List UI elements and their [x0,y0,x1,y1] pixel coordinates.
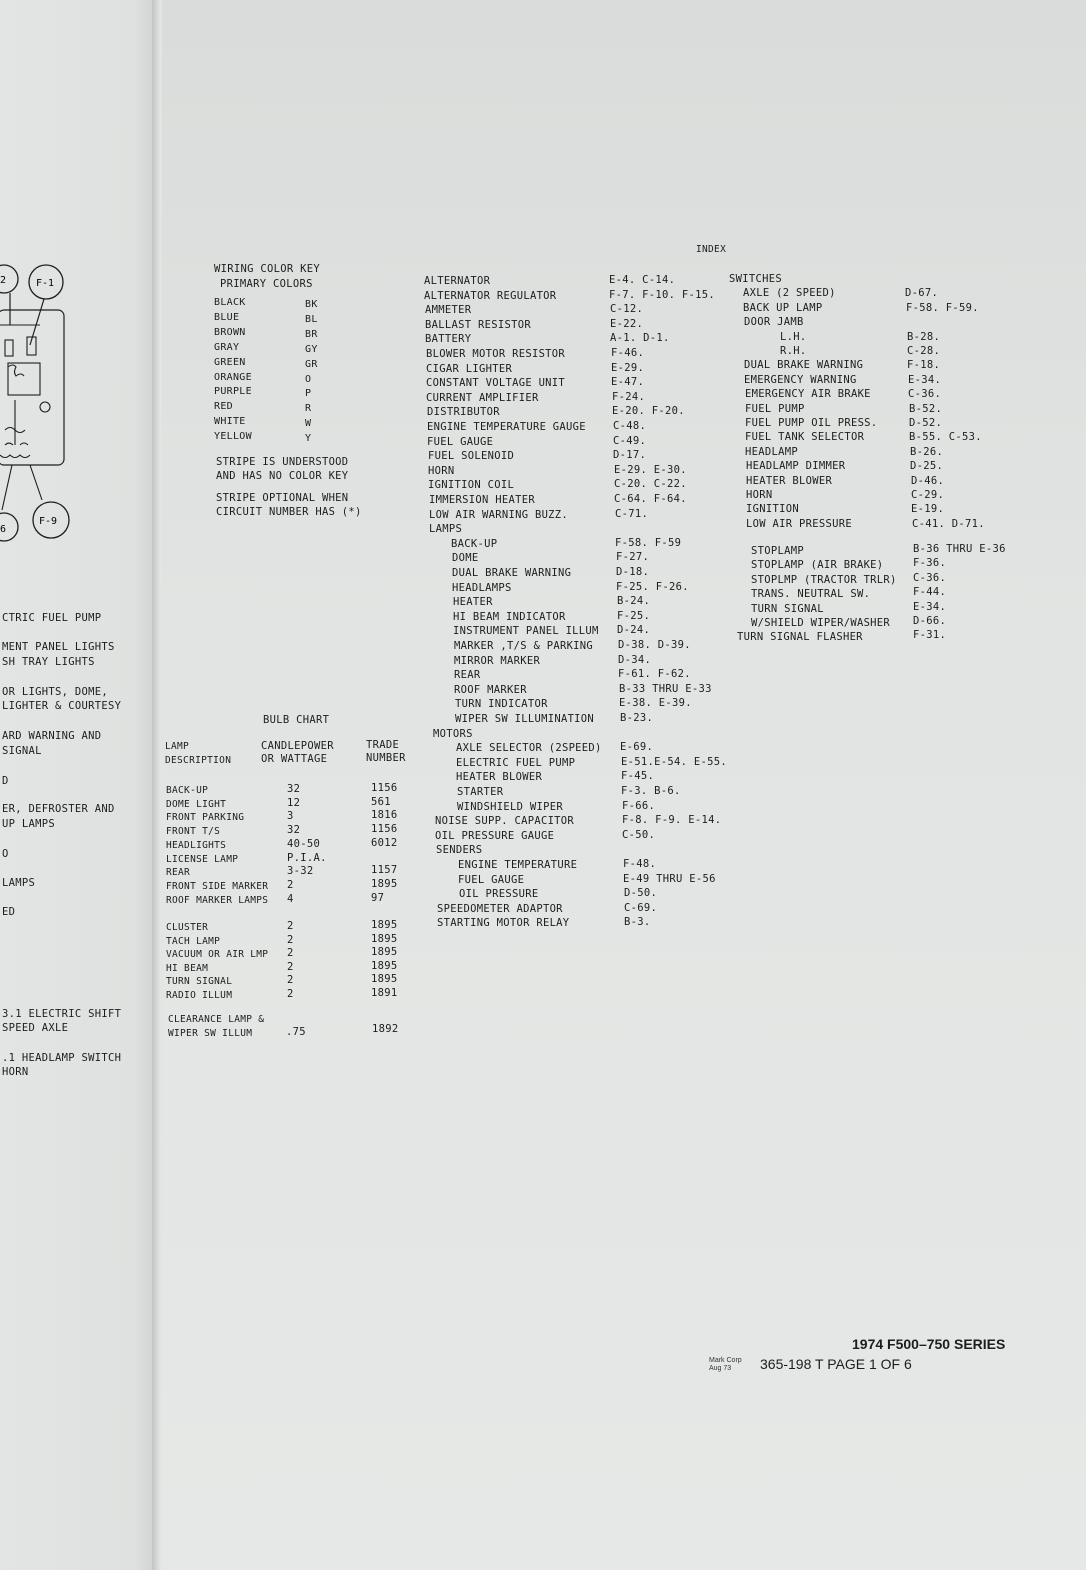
diagram-label-f9: F-9 [39,516,58,527]
index-entry-label: ELECTRIC FUEL PUMP [456,756,576,769]
index-entry-label: ALTERNATOR REGULATOR [424,289,557,302]
bulb-lamp: LICENSE LAMP [166,853,239,865]
index-entry-label: BATTERY [425,333,472,346]
color-name: BLUE [214,311,240,323]
bulb-cp: 3-32 [287,865,314,878]
index-entry-ref: C-49. [613,434,647,447]
bulb-header-candlepower: CANDLEPOWER [261,740,334,752]
index-entry-ref: B-33 THRU E-33 [619,682,712,695]
bulb-trade: 561 [371,795,391,808]
index-entry-label: DUAL BRAKE WARNING [452,567,572,579]
index-entry-label: HEATER BLOWER [456,771,543,784]
switch-entry-label: HEADLAMP DIMMER [746,460,846,473]
color-code: GR [305,358,318,370]
index-entry-label: FUEL GAUGE [458,873,525,886]
index-entry-label: WIPER SW ILLUMINATION [455,713,595,725]
bulb-lamp: TACH LAMP [166,935,221,947]
index-entry-ref: F-48. [623,858,657,870]
switch-entry-label: W/SHIELD WIPER/WASHER [751,617,891,629]
wiring-note: AND HAS NO COLOR KEY [216,470,349,482]
bulb-trade: 1156 [371,782,398,794]
index-entry-ref: F-46. [611,347,645,359]
switch-entry-label: TRANS. NEUTRAL SW. [751,588,871,601]
switch-entry-ref: B-28. [907,330,941,343]
switch-entry-ref: C-28. [907,345,941,357]
index-entry-ref: B-3. [624,916,651,929]
switch-entry-label: HORN [746,489,773,501]
bulb-trade: 1895 [371,919,398,931]
wiring-note: STRIPE IS UNDERSTOOD [216,456,349,468]
switch-entry-label: EMERGENCY AIR BRAKE [745,388,871,401]
switch-entry-label: HEADLAMP [745,445,798,458]
color-code: W [305,418,312,430]
switch-entry-label: R.H. [780,345,807,357]
bulb-trade: 1156 [371,823,398,836]
caption-line: ED [2,906,16,918]
index-entry-label: DISTRIBUTOR [427,406,500,419]
bulb-header-trade: TRADE [366,739,400,751]
index-entry-ref: F-8. F-9. E-14. [622,814,722,827]
index-entry-ref: D-38. D-39. [618,639,691,651]
caption-line: ER, DEFROSTER AND [2,803,115,815]
index-entry-label: MIRROR MARKER [454,654,541,667]
switch-entry-label: TURN SIGNAL FLASHER [737,631,863,644]
bulb-lamp: FRONT PARKING [166,812,245,824]
index-entry-ref: C-64. F-64. [614,493,687,505]
bulb-trade: 1157 [371,864,398,877]
index-entry-label: IMMERSION HEATER [429,494,535,506]
index-entry-ref: D-24. [617,624,651,637]
switch-entry-ref: C-36. [908,388,942,401]
switch-entry-ref: E-34. [913,600,947,613]
bulb-trade: 6012 [371,836,398,849]
switch-entry-ref: C-41. D-71. [912,517,985,530]
switch-entry-ref: D-52. [909,417,943,429]
color-code: Y [305,433,312,445]
bulb-cp: 4 [287,892,294,905]
switch-entry-label: LOW AIR PRESSURE [746,517,852,530]
color-code: BR [305,328,318,340]
switch-entry-label: STOPLMP (TRACTOR TRLR) [751,573,897,586]
index-entry-label: IGNITION COIL [428,479,515,492]
switch-entry-ref: F-36. [913,557,947,570]
caption-line: LIGHTER & COURTESY [2,700,122,712]
switch-entry-ref: D-67. [905,287,939,300]
index-entry-ref: D-17. [613,449,647,462]
caption-line: O [2,848,9,860]
bulb-cp: 32 [287,824,301,837]
color-code: P [305,388,312,400]
bulb-lamp: FRONT T/S [166,826,221,838]
index-entry-ref: F-3. B-6. [621,785,681,797]
switch-entry-ref: B-36 THRU E-36 [913,543,1006,555]
bulb-lamp: CLUSTER [166,922,209,933]
wiring-key-title: WIRING COLOR KEY [214,263,320,275]
index-entry-ref: C-69. [624,901,658,914]
index-entry-ref: F-24. [612,390,646,403]
bulb-cp: 2 [287,960,294,973]
switch-entry-label: STOPLAMP (AIR BRAKE) [751,559,884,572]
index-entry-label: CURRENT AMPLIFIER [426,391,539,404]
caption-line: 3.1 ELECTRIC SHIFT [2,1008,122,1020]
index-entry-label: CIGAR LIGHTER [426,362,513,375]
left-folded-panel [0,0,158,1570]
switch-entry-label: FUEL PUMP [745,402,805,415]
switch-entry-label: TURN SIGNAL [751,602,824,615]
bulb-trade: 97 [371,891,385,904]
index-title: INDEX [696,244,727,255]
index-entry-ref: F-66. [622,799,656,812]
index-entry-ref: E-29. [611,361,645,374]
caption-line: SH TRAY LIGHTS [2,656,95,668]
switch-entry-ref: C-29. [911,489,945,501]
bulb-cp: 2 [287,933,294,946]
diagram-label-f1: F-1 [36,278,55,289]
bulb-trade: 1895 [371,959,398,972]
index-entry-ref: F-7. F-10. F-15. [609,288,715,301]
bulb-trade: 1895 [371,973,398,986]
index-entry-ref: E-38. E-39. [619,697,692,710]
color-code: BK [305,299,318,310]
index-entry-label: OIL PRESSURE GAUGE [435,829,555,842]
bulb-lamp: DOME LIGHT [166,798,227,810]
color-name: WHITE [214,416,246,428]
switch-entry-label: IGNITION [746,503,799,516]
color-name: PURPLE [214,386,252,398]
caption-line: CTRIC FUEL PUMP [2,612,102,624]
index-entry-label: OIL PRESSURE [459,888,539,901]
index-entry-label: FUEL SOLENOID [428,450,515,463]
switch-entry-label: BACK UP LAMP [743,301,823,314]
index-entry-ref: E-51.E-54. E-55. [621,755,727,768]
caption-line: D [2,775,9,787]
bulb-lamp: VACUUM OR AIR LMP [166,949,269,961]
index-entry-label: TURN INDICATOR [455,698,548,711]
caption-line: ARD WARNING AND [2,730,102,742]
index-entry-ref: E-29. E-30. [614,463,687,476]
bulb-lamp: HI BEAM [166,962,209,974]
switch-entry-ref: E-34. [908,373,942,386]
series-title: 1974 F500–750 SERIES [852,1336,1006,1352]
index-entry-ref: E-20. F-20. [612,405,685,418]
index-entry-label: MARKER ,T/S & PARKING [454,640,594,652]
index-entry-ref: C-50. [622,828,656,841]
index-entry-ref: F-61. F-62. [618,668,691,681]
caption-line: UP LAMPS [2,818,55,830]
index-entry-label: AMMETER [425,304,472,317]
switch-entry-ref: C-36. [913,571,947,584]
wiring-key-subtitle: PRIMARY COLORS [220,278,313,290]
bulb-lamp: CLEARANCE LAMP & [168,1014,265,1025]
bulb-header-lamp: LAMP [165,741,190,752]
bulb-trade: 1895 [371,946,398,959]
index-entry-ref: F-25. [617,609,651,622]
color-name: BLACK [214,297,246,308]
wiring-diagram-fragment [0,255,80,555]
index-entry-ref: A-1. D-1. [610,332,670,345]
bulb-lamp: BACK-UP [166,785,209,796]
index-entry-label: FUEL GAUGE [427,435,494,448]
color-name: GREEN [214,356,246,368]
switch-entry-label: EMERGENCY WARNING [744,373,857,386]
bulb-lamp: RADIO ILLUM [166,990,233,1001]
switch-entry-ref: B-26. [910,445,944,458]
index-entry-label: BACK-UP [451,537,498,550]
index-entry-label: MOTORS [433,727,473,740]
index-entry-ref: D-18. [616,566,650,578]
color-code: R [305,403,312,415]
index-entry-ref: E-49 THRU E-56 [623,872,716,885]
index-entry-ref: B-23. [620,712,654,724]
index-entry-ref: F-27. [616,551,650,564]
bulb-lamp: WIPER SW ILLUM [168,1028,253,1039]
index-entry-label: WINDSHIELD WIPER [457,800,563,813]
wiring-note: CIRCUIT NUMBER HAS (*) [216,506,362,518]
index-entry-label: SPEEDOMETER ADAPTOR [437,902,563,915]
switch-entry-label: L.H. [780,330,807,343]
color-code: BL [305,313,318,325]
bulb-cp: 12 [287,796,301,809]
index-entry-label: BALLAST RESISTOR [425,318,531,331]
caption-line: MENT PANEL LIGHTS [2,641,115,653]
index-entry-ref: E-4. C-14. [609,274,676,286]
caption-line: SIGNAL [2,745,42,757]
bulb-trade: 1895 [371,877,398,890]
switch-entry-label: DOOR JAMB [744,316,804,329]
index-entry-label: LAMPS [429,523,463,536]
switch-entry-label: FUEL PUMP OIL PRESS. [745,417,878,429]
index-entry-label: NOISE SUPP. CAPACITOR [435,815,575,828]
bulb-trade: 1816 [371,809,398,822]
index-entry-label: BLOWER MOTOR RESISTOR [426,348,566,360]
caption-line: SPEED AXLE [2,1022,69,1034]
switch-entry-label: DUAL BRAKE WARNING [744,359,864,372]
index-entry-label: AXLE SELECTOR (2SPEED) [456,742,602,755]
index-entry-label: DOME [452,552,479,565]
bulb-header-number: NUMBER [366,752,406,764]
bulb-trade: 1891 [371,987,398,999]
index-entry-ref: E-22. [610,317,644,330]
index-entry-ref: C-20. C-22. [614,478,687,491]
bulb-lamp: FRONT SIDE MARKER [166,880,269,892]
bulb-cp: 2 [287,974,294,987]
switch-entry-ref: F-58. F-59. [906,301,979,314]
index-entry-label: ROOF MARKER [454,683,527,696]
bulb-lamp: HEADLIGHTS [166,839,227,851]
index-entry-ref: E-69. [620,741,654,754]
index-entry-ref: D-50. [624,887,658,900]
switch-entry-ref: F-44. [913,586,947,599]
color-name: RED [214,401,233,413]
bulb-lamp: TURN SIGNAL [166,976,233,988]
index-entry-ref: F-25. F-26. [616,580,689,593]
page-number: 365-198 T PAGE 1 OF 6 [760,1356,912,1372]
index-entry-label: HEADLAMPS [452,581,512,594]
index-entry-label: HEATER [453,596,493,609]
index-entry-label: LOW AIR WARNING BUZZ. [429,508,569,521]
switch-entry-label: HEATER BLOWER [746,474,833,487]
index-entry-ref: C-48. [613,420,647,432]
bulb-trade: 1895 [371,932,398,945]
color-name: GRAY [214,341,240,353]
index-entry-ref: B-24. [617,595,651,608]
bulb-trade: 1892 [372,1023,399,1035]
bulb-cp: 2 [287,878,294,891]
index-entry-label: INSTRUMENT PANEL ILLUM [453,625,599,638]
index-entry-ref: C-71. [615,507,649,520]
color-code: O [305,373,312,385]
index-entry-label: ALTERNATOR [424,275,491,287]
bulb-lamp: ROOF MARKER LAMPS [166,894,269,906]
switch-entry-ref: D-46. [911,474,945,487]
switch-entry-label: STOPLAMP [751,545,804,557]
bulb-cp: P.I.A. [287,851,327,864]
switch-entry-label: AXLE (2 SPEED) [743,287,836,300]
caption-line: LAMPS [2,877,36,889]
switch-entry-ref: D-25. [910,460,944,473]
index-entry-ref: E-47. [611,376,645,389]
switch-entry-ref: D-66. [913,615,947,627]
mark-date-line: Aug 73 [709,1365,732,1372]
bulb-cp: 40-50 [287,837,321,850]
index-entry-label: REAR [454,669,481,682]
index-entry-ref: F-58. F-59 [615,536,682,549]
bulb-header-description: DESCRIPTION [165,755,232,766]
index-entry-ref: D-34. [618,653,652,666]
bulb-cp: 32 [287,783,301,795]
bulb-header-wattage: OR WATTAGE [261,753,328,765]
index-entry-ref: C-12. [610,303,644,316]
wiring-note: STRIPE OPTIONAL WHEN [216,492,349,504]
index-entry-ref: F-45. [621,770,655,783]
switch-entry-ref: B-55. C-53. [909,431,982,444]
bulb-cp: 2 [287,947,294,960]
caption-line: OR LIGHTS, DOME, [2,686,108,698]
bulb-lamp: REAR [166,867,191,879]
bulb-cp: 2 [287,920,294,932]
caption-line: .1 HEADLAMP SWITCH [2,1052,122,1064]
switch-entry-label: SWITCHES [729,273,782,285]
mark-corp-line: Mark Corp [709,1357,742,1364]
diagram-label-2: 2 [0,275,7,286]
color-name: YELLOW [214,431,252,443]
index-entry-label: HORN [428,464,455,477]
color-name: ORANGE [214,371,252,383]
switch-entry-ref: F-31. [913,629,947,642]
diagram-label-6: 6 [0,524,7,535]
index-entry-label: CONSTANT VOLTAGE UNIT [426,377,566,390]
color-code: GY [305,343,318,355]
index-entry-label: SENDERS [436,844,483,857]
bulb-cp: 2 [287,988,294,1000]
bulb-chart-title: BULB CHART [263,714,330,726]
color-name: BROWN [214,326,246,338]
switch-entry-ref: F-18. [907,359,941,372]
switch-entry-label: FUEL TANK SELECTOR [745,431,865,444]
bulb-cp: .75 [286,1026,306,1038]
index-entry-label: HI BEAM INDICATOR [453,610,566,623]
switch-entry-ref: E-19. [911,503,945,516]
index-entry-label: STARTING MOTOR RELAY [437,917,570,930]
caption-line: HORN [2,1066,29,1078]
index-entry-label: ENGINE TEMPERATURE [458,859,578,871]
bulb-cp: 3 [287,810,294,823]
switch-entry-ref: B-52. [909,402,943,415]
index-entry-label: STARTER [457,786,504,798]
index-entry-label: ENGINE TEMPERATURE GAUGE [427,421,586,433]
